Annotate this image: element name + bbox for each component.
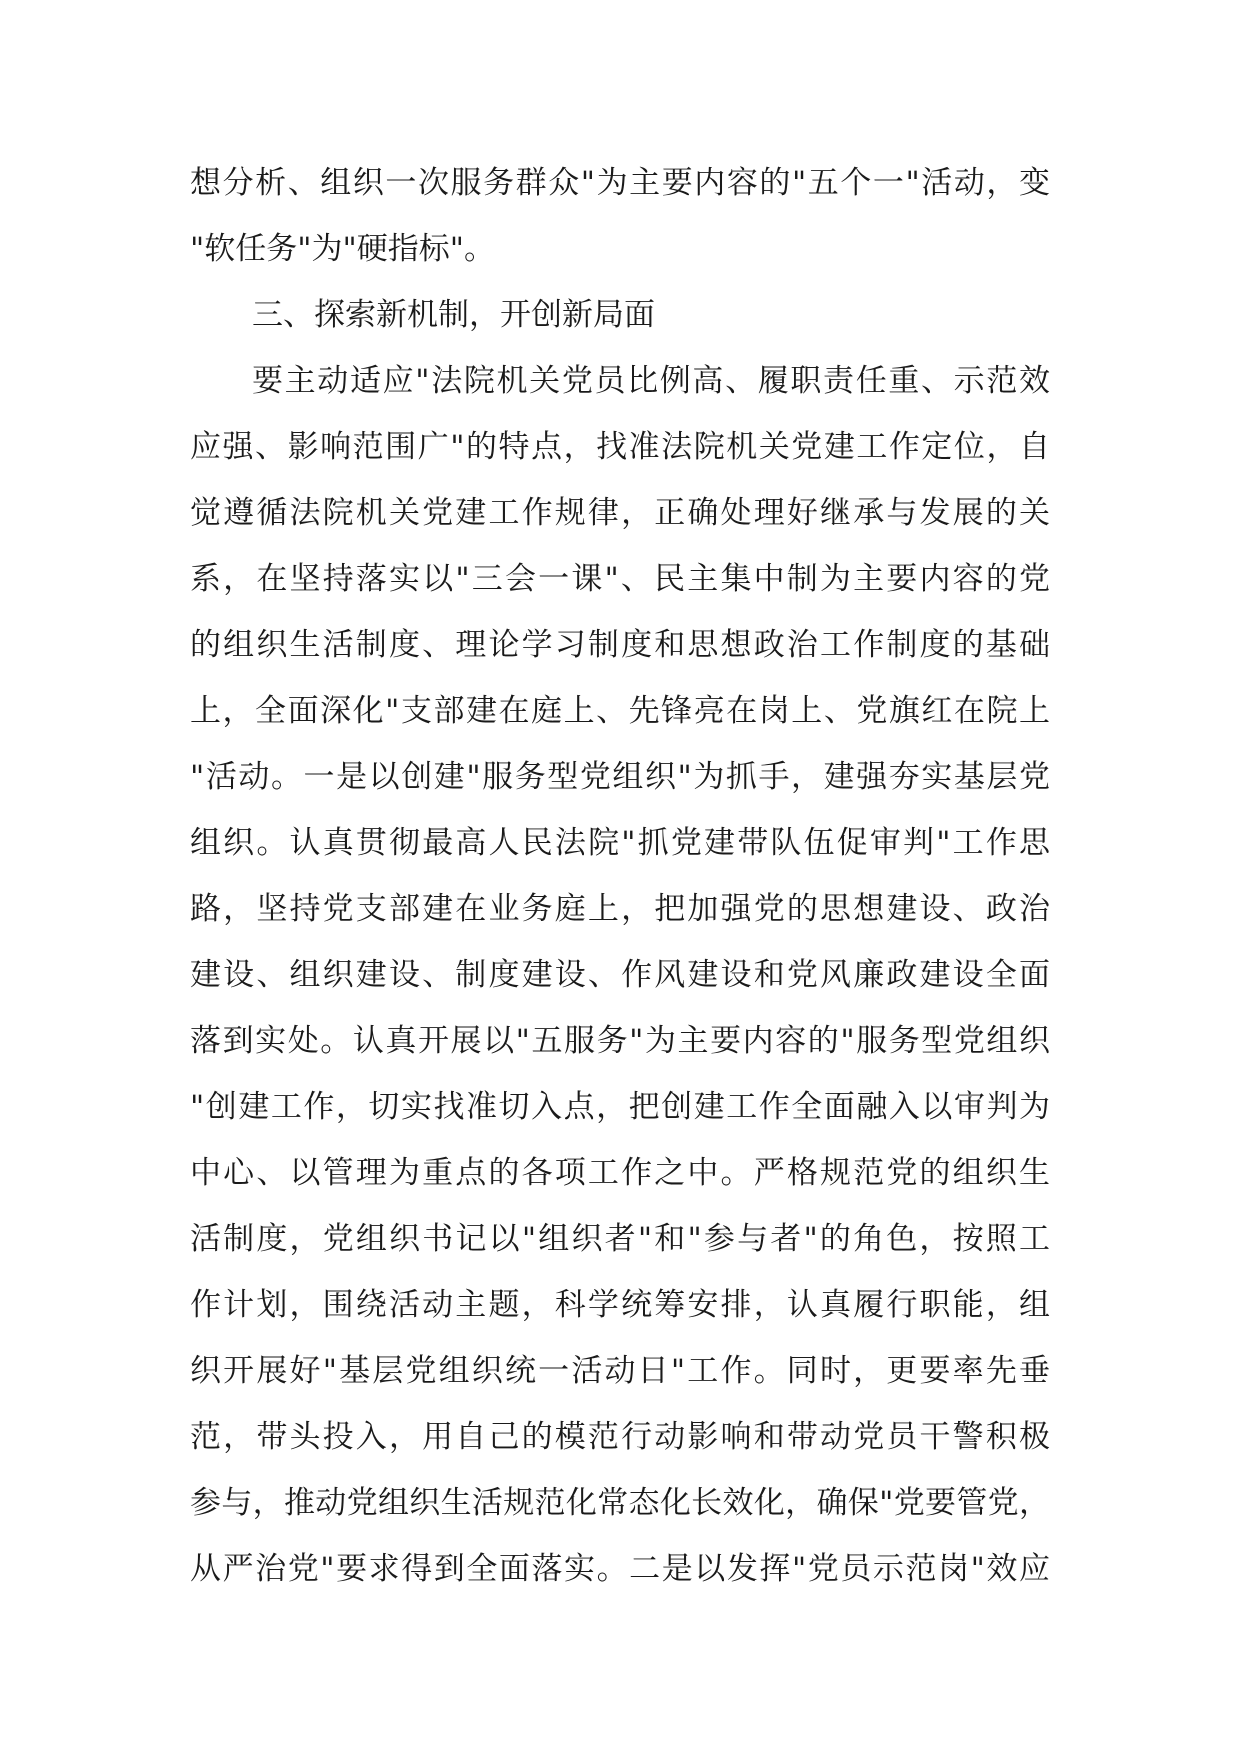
text-line: 建设、组织建设、制度建设、作风建设和党风廉政建设全面 [190, 957, 1050, 993]
text-line: 活制度，党组织书记以"组织者"和"参与者"的角色，按照工 [190, 1221, 1050, 1257]
text-line: 从严治党"要求得到全面落实。二是以发挥"党员示范岗"效应 [190, 1551, 1050, 1587]
text-line: 路，坚持党支部建在业务庭上，把加强党的思想建设、政治 [190, 891, 1050, 927]
text-line: 应强、影响范围广"的特点，找准法院机关党建工作定位，自 [190, 429, 1050, 465]
text-line: "创建工作，切实找准切入点，把创建工作全面融入以审判为 [190, 1089, 1050, 1125]
text-line: 系，在坚持落实以"三会一课"、民主集中制为主要内容的党 [190, 561, 1050, 597]
text-line: "活动。一是以创建"服务型党组织"为抓手，建强夯实基层党 [190, 759, 1050, 795]
text-line: 想分析、组织一次服务群众"为主要内容的"五个一"活动，变 [190, 165, 1050, 201]
text-line: 上，全面深化"支部建在庭上、先锋亮在岗上、党旗红在院上 [190, 693, 1050, 729]
text-line: 范，带头投入，用自己的模范行动影响和带动党员干警积极 [190, 1419, 1050, 1455]
section-heading: 三、探索新机制，开创新局面 [252, 297, 655, 333]
text-line: 作计划，围绕活动主题，科学统筹安排，认真履行职能，组 [190, 1287, 1050, 1323]
text-line: 组织。认真贯彻最高人民法院"抓党建带队伍促审判"工作思 [190, 825, 1050, 861]
document-body [190, 150, 1050, 1602]
text-line: 中心、以管理为重点的各项工作之中。严格规范党的组织生 [190, 1155, 1050, 1191]
text-line: 觉遵循法院机关党建工作规律，正确处理好继承与发展的关 [190, 495, 1050, 531]
text-line: 的组织生活制度、理论学习制度和思想政治工作制度的基础 [190, 627, 1050, 663]
text-line: 要主动适应"法院机关党员比例高、履职责任重、示范效 [252, 363, 1050, 399]
text-line: 落到实处。认真开展以"五服务"为主要内容的"服务型党组织 [190, 1023, 1050, 1059]
text-line: "软任务"为"硬指标"。 [190, 231, 496, 267]
text-line: 参与，推动党组织生活规范化常态化长效化，确保"党要管党， [190, 1485, 1050, 1521]
text-line: 织开展好"基层党组织统一活动日"工作。同时，更要率先垂 [190, 1353, 1050, 1389]
